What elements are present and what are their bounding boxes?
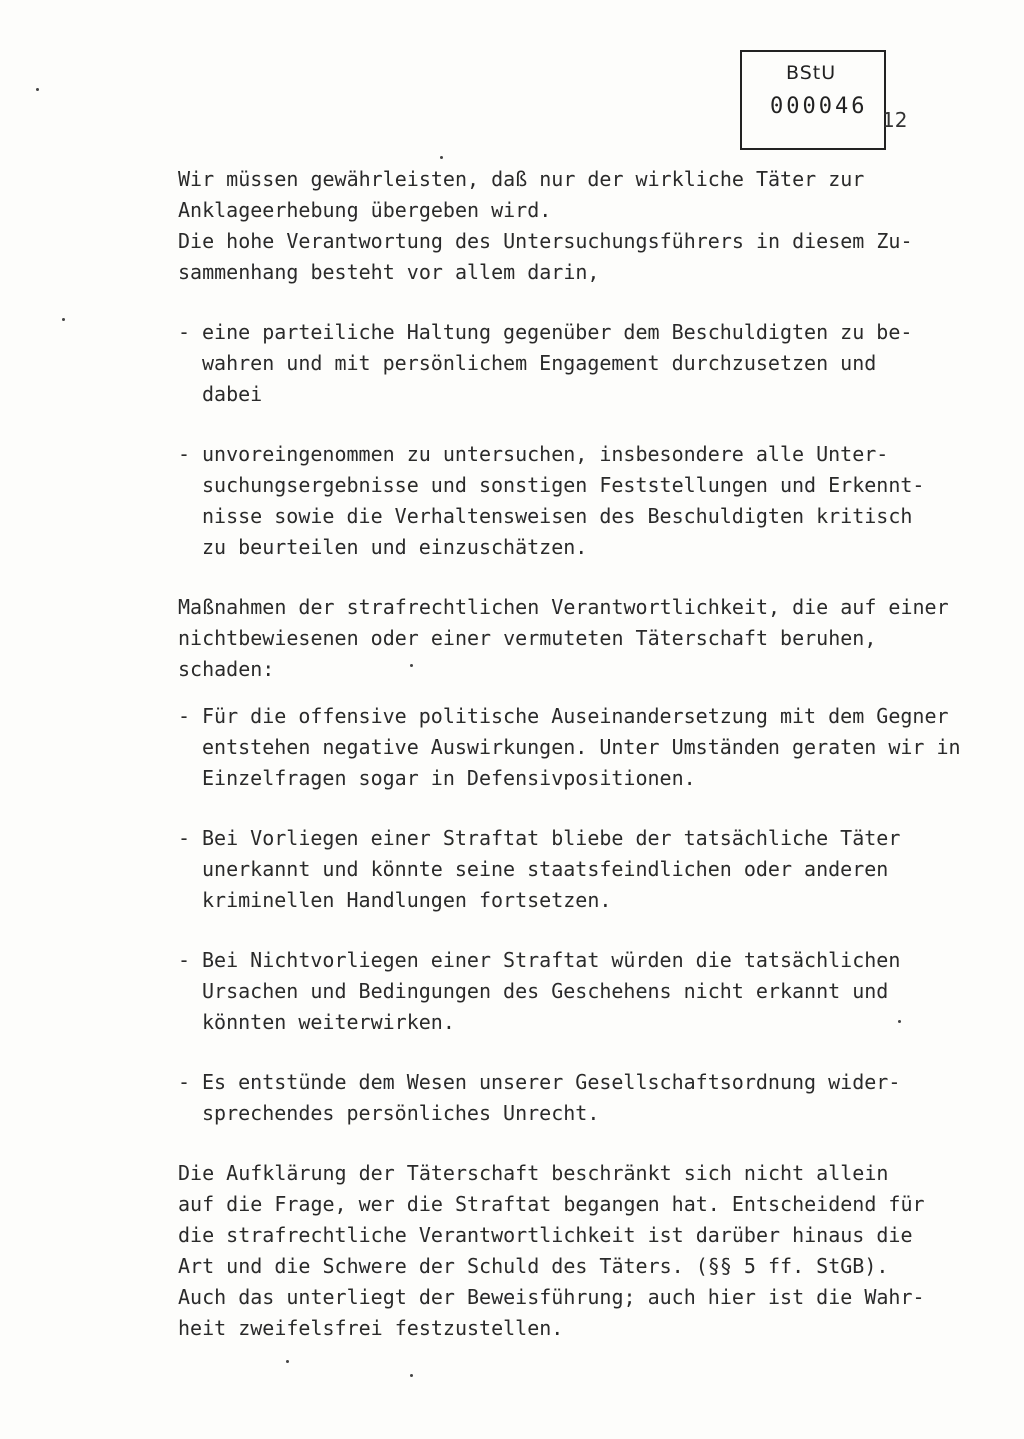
bullet-item — [178, 701, 998, 794]
text-line: wahren und mit persönlichem Engagement durchzusetzen und — [202, 351, 877, 375]
scan-speck — [410, 664, 413, 667]
scan-speck — [898, 1020, 901, 1023]
text-line: eine parteiliche Haltung gegenüber dem Beschuldigten zu be- — [202, 320, 913, 344]
text-line: entstehen negative Auswirkungen. Unter Umständen geraten wir in — [202, 735, 961, 759]
text-line: Bei Vorliegen einer Straftat bliebe der tatsächliche Täter — [202, 826, 901, 850]
stamp-number: 000046 — [770, 94, 868, 119]
body-text — [178, 164, 998, 1344]
text-line: Einzelfragen sogar in Defensivpositionen. — [202, 766, 696, 790]
text-line: Bei Nichtvorliegen einer Straftat würden die tatsächlichen — [202, 948, 901, 972]
text-line: sammenhang besteht vor allem darin, — [178, 260, 600, 284]
text-line: sprechendes persönliches Unrecht. — [202, 1101, 600, 1125]
bullet-item — [178, 945, 998, 1038]
text-line: Für die offensive politische Auseinandersetzung mit dem Gegner — [202, 704, 949, 728]
text-line: Wir müssen gewährleisten, daß nur der wirkliche Täter zur — [178, 167, 865, 191]
bullet-dash: - — [178, 704, 191, 728]
paragraph-conclusion — [178, 1158, 998, 1344]
bullet-dash: - — [178, 320, 191, 344]
bullet-item — [178, 317, 998, 410]
scan-speck — [440, 156, 443, 159]
text-line: nisse sowie die Verhaltensweisen des Beschuldigten kritisch — [202, 504, 913, 528]
text-line: Es entstünde dem Wesen unserer Gesellschaftsordnung wider- — [202, 1070, 901, 1094]
text-line: dabei — [202, 382, 263, 406]
text-line: Die hohe Verantwortung des Untersuchungsführers in diesem Zu- — [178, 229, 913, 253]
page-number: 12 — [882, 108, 908, 132]
text-line: Die Aufklärung der Täterschaft beschränkt sich nicht allein — [178, 1161, 889, 1185]
text-line: Maßnahmen der strafrechtlichen Verantwortlichkeit, die auf einer — [178, 595, 949, 619]
bullet-item — [178, 439, 998, 563]
archive-stamp — [740, 50, 886, 150]
bullet-dash: - — [178, 948, 191, 972]
stamp-label: BStU — [786, 62, 837, 84]
bullet-dash: - — [178, 1070, 191, 1094]
scan-speck — [286, 1360, 289, 1363]
text-line: heit zweifelsfrei festzustellen. — [178, 1316, 564, 1340]
paragraph-measures — [178, 592, 998, 685]
text-line: unvoreingenommen zu untersuchen, insbesondere alle Unter- — [202, 442, 889, 466]
text-line: zu beurteilen und einzuschätzen. — [202, 535, 588, 559]
bullet-dash: - — [178, 442, 191, 466]
bullet-item — [178, 1067, 998, 1129]
text-line: könnten weiterwirken. — [202, 1010, 455, 1034]
text-line: Anklageerhebung übergeben wird. — [178, 198, 552, 222]
text-line: unerkannt und könnte seine staatsfeindlichen oder anderen — [202, 857, 889, 881]
text-line: nichtbewiesenen oder einer vermuteten Täterschaft beruhen, — [178, 626, 877, 650]
scan-speck — [62, 318, 65, 321]
text-line: auf die Frage, wer die Straftat begangen hat. Entscheidend für — [178, 1192, 925, 1216]
scan-speck — [410, 1374, 413, 1377]
text-line: schaden: — [178, 657, 275, 681]
bullet-item — [178, 823, 998, 916]
text-line: suchungsergebnisse und sonstigen Feststellungen und Erkennt- — [202, 473, 925, 497]
text-line: Ursachen und Bedingungen des Geschehens nicht erkannt und — [202, 979, 889, 1003]
text-line: Art und die Schwere der Schuld des Täters. (§§ 5 ff. StGB). — [178, 1254, 889, 1278]
text-line: Auch das unterliegt der Beweisführung; auch hier ist die Wahr- — [178, 1285, 925, 1309]
text-line: kriminellen Handlungen fortsetzen. — [202, 888, 612, 912]
text-line: die strafrechtliche Verantwortlichkeit ist darüber hinaus die — [178, 1223, 913, 1247]
paragraph-intro — [178, 164, 998, 288]
scan-speck — [36, 88, 39, 91]
bullet-dash: - — [178, 826, 191, 850]
